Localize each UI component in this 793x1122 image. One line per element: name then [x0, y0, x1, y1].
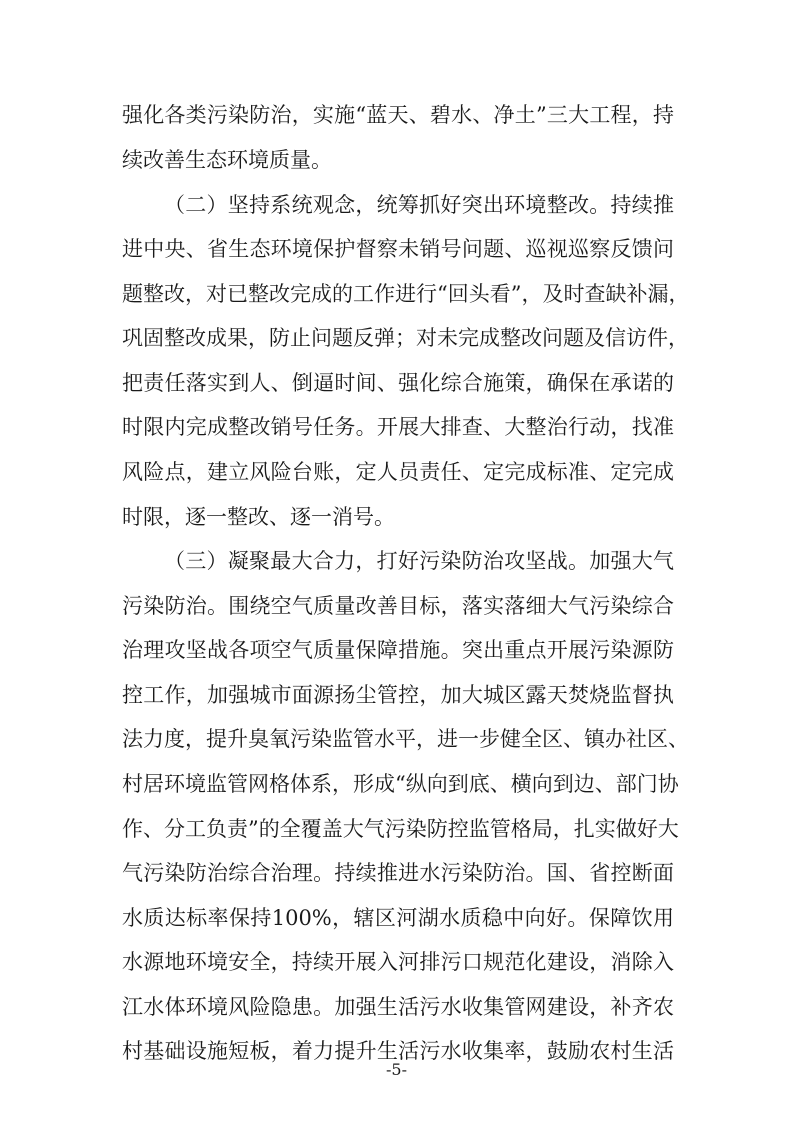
text-line: 作、分工负责”的全覆盖大气污染防控监管格局，扎实做好大	[122, 817, 679, 841]
section-heading-line: （三）凝聚最大合力，打好污染防治攻坚战。加强大气	[164, 549, 674, 573]
text-line: 法力度，提升臭氧污染监管水平，进一步健全区、镇办社区、	[122, 727, 689, 751]
text-line: 续改善生态环境质量。	[122, 148, 332, 172]
section-heading-line: （二）坚持系统观念，统筹抓好突出环境整改。持续推	[164, 193, 674, 217]
page-number: -5-	[386, 1060, 407, 1079]
text-line: 水源地环境安全，持续开展入河排污口规范化建设，消除入	[122, 950, 674, 974]
text-line: 水质达标率保持100%，辖区河湖水质稳中向好。保障饮用	[122, 906, 674, 930]
text-line: 气污染防治综合治理。持续推进水污染防治。国、省控断面	[122, 861, 674, 885]
text-line: 村基础设施短板，着力提升生活污水收集率，鼓励农村生活	[122, 1039, 674, 1063]
text-line: 江水体环境风险隐患。加强生活污水收集管网建设，补齐农	[122, 995, 674, 1019]
text-line: 进中央、省生态环境保护督察未销号问题、巡视巡察反馈问	[122, 237, 674, 261]
text-line: 污染防治。围绕空气质量改善目标，落实落细大气污染综合	[122, 594, 674, 618]
text-line: 控工作，加强城市面源扬尘管控，加大城区露天焚烧监督执	[122, 683, 674, 707]
text-line: 风险点，建立风险台账，定人员责任、定完成标准、定完成	[122, 460, 674, 484]
text-line: 时限，逐一整改、逐一消号。	[122, 505, 395, 529]
text-line: 题整改，对已整改完成的工作进行“回头看”，及时查缺补漏，	[122, 282, 690, 306]
text-line: 巩固整改成果，防止问题反弹；对未完成整改问题及信访件，	[122, 326, 689, 350]
text-line: 强化各类污染防治，实施“蓝天、碧水、净土”三大工程，持	[122, 103, 674, 127]
text-line: 村居环境监管网格体系，形成“纵向到底、横向到边、部门协	[122, 772, 679, 796]
text-line: 把责任落实到人、倒逼时间、强化综合施策，确保在承诺的	[122, 371, 674, 395]
text-line: 治理攻坚战各项空气质量保障措施。突出重点开展污染源防	[122, 638, 674, 662]
text-line: 时限内完成整改销号任务。开展大排查、大整治行动，找准	[122, 415, 674, 439]
